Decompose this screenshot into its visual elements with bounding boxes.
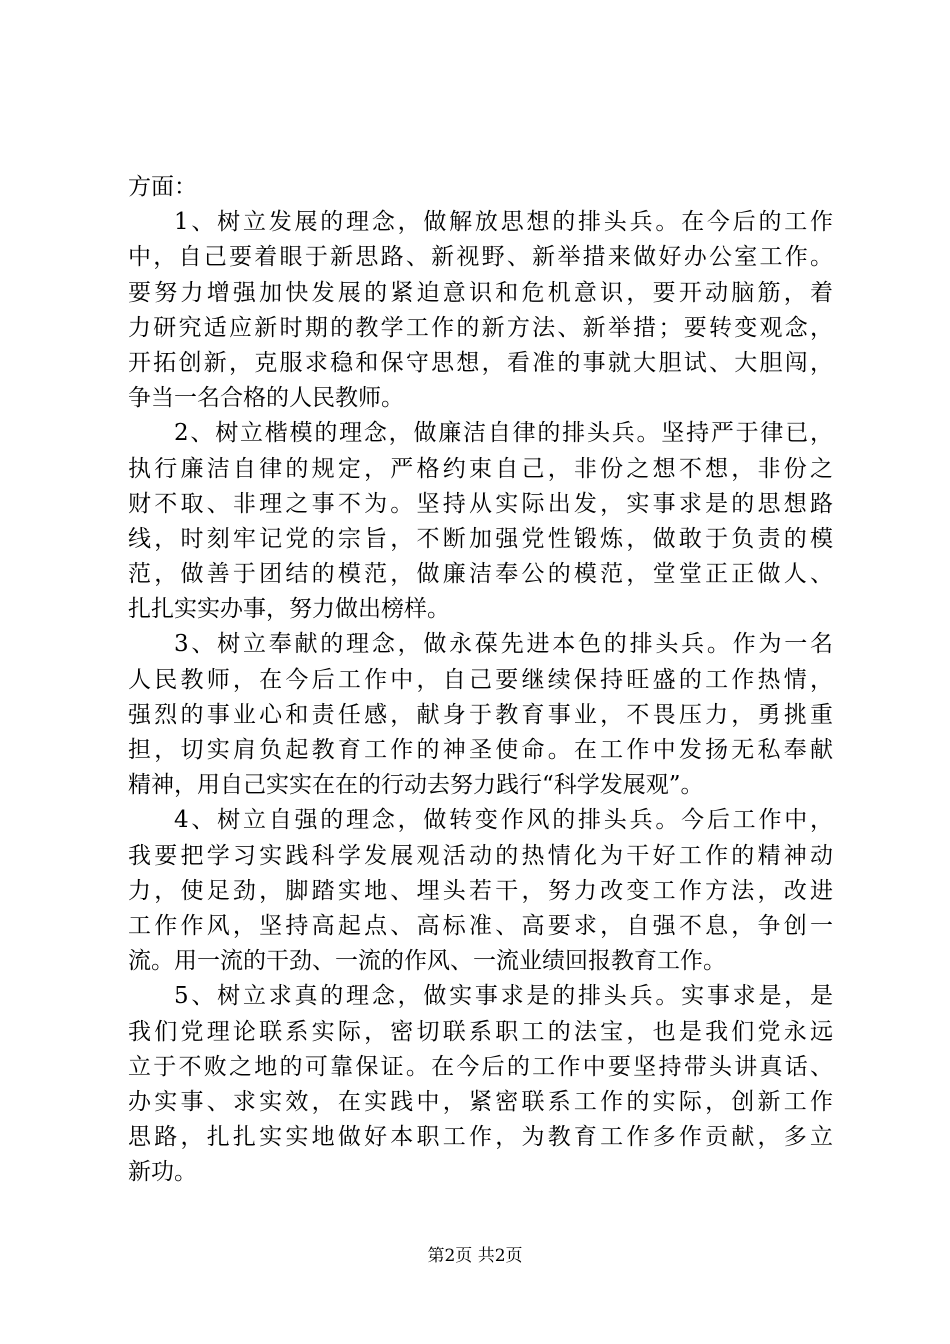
text-line: 2、树立楷模的理念，做廉洁自律的排头兵。坚持严于律已，	[174, 420, 833, 447]
text-line: 扎扎实实办事，努力做出榜样。	[128, 596, 450, 623]
text-line: 线，时刻牢记党的宗旨，不断加强党性锻炼，做敢于负责的模	[128, 525, 833, 552]
text-line: 我们党理论联系实际，密切联系职工的法宝，也是我们党永远	[128, 1018, 833, 1045]
text-line: 新功。	[128, 1159, 197, 1186]
text-line: 4、树立自强的理念，做转变作风的排头兵。今后工作中，	[174, 807, 833, 834]
text-line: 执行廉洁自律的规定，严格约束自己，非份之想不想，非份之	[128, 455, 833, 482]
text-line: 要努力增强加快发展的紧迫意识和危机意识，要开动脑筋，着	[128, 279, 833, 306]
text-line: 力研究适应新时期的教学工作的新方法、新举措；要转变观念，	[128, 314, 833, 341]
text-line: 办实事、求实效，在实践中，紧密联系工作的实际，创新工作	[128, 1088, 833, 1115]
text-line: 3、树立奉献的理念，做永葆先进本色的排头兵。作为一名	[174, 631, 833, 658]
text-line: 精神，用自己实实在在的行动去努力践行“科学发展观”。	[128, 772, 704, 799]
text-line: 立于不败之地的可靠保证。在今后的工作中要坚持带头讲真话、	[128, 1053, 833, 1080]
text-line: 开拓创新，克服求稳和保守思想，看准的事就大胆试、大胆闯，	[128, 349, 833, 376]
text-line: 流。用一流的干劲、一流的作风、一流业绩回报教育工作。	[128, 948, 726, 975]
page-footer: 第2页 共2页	[427, 1246, 523, 1266]
text-line: 我要把学习实践科学发展观活动的热情化为干好工作的精神动	[128, 842, 833, 869]
text-line: 争当一名合格的人民教师。	[128, 385, 404, 412]
text-line: 思路，扎扎实实地做好本职工作，为教育工作多作贡献，多立	[128, 1124, 833, 1151]
text-line: 方面：	[128, 174, 197, 200]
text-line: 工作作风，坚持高起点、高标准、高要求，自强不息，争创一	[128, 912, 833, 939]
text-line: 担，切实肩负起教育工作的神圣使命。在工作中发扬无私奉献	[128, 737, 833, 763]
text-line: 强烈的事业心和责任感，献身于教育事业，不畏压力，勇挑重	[128, 701, 833, 728]
text-line: 力，使足劲，脚踏实地、埋头若干，努力改变工作方法，改进	[128, 877, 833, 904]
text-line: 财不取、非理之事不为。坚持从实际出发，实事求是的思想路	[128, 490, 833, 517]
text-line: 人民教师，在今后工作中，自己要继续保持旺盛的工作热情，	[128, 666, 833, 693]
text-line: 5、树立求真的理念，做实事求是的排头兵。实事求是，是	[174, 983, 833, 1010]
text-line: 中，自己要着眼于新思路、新视野、新举措来做好办公室工作。	[128, 244, 833, 271]
text-line: 1、树立发展的理念，做解放思想的排头兵。在今后的工作	[174, 209, 833, 236]
document-body	[128, 170, 833, 1190]
text-line: 范，做善于团结的模范，做廉洁奉公的模范，堂堂正正做人、	[128, 561, 833, 588]
